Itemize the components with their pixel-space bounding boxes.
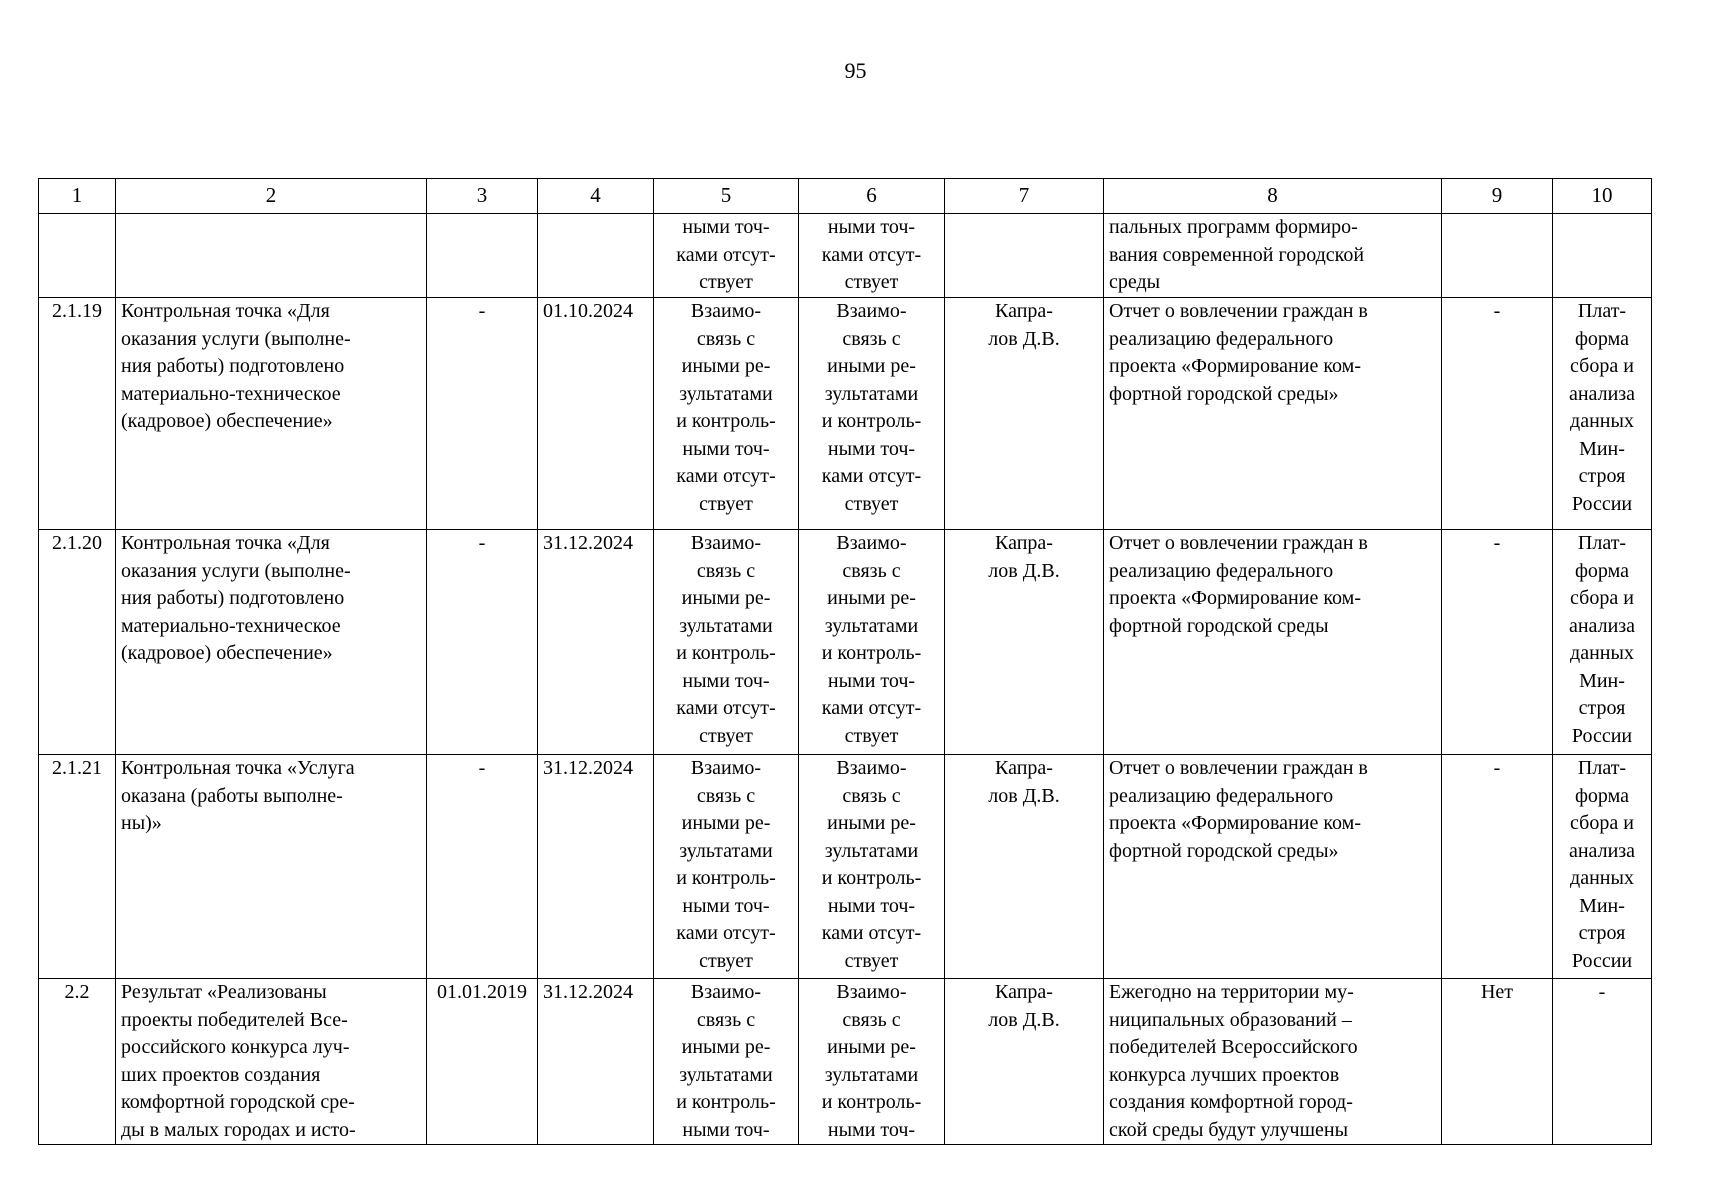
cell-line: анализа (1568, 382, 1636, 405)
table-row (39, 214, 1652, 298)
cell-line: проекта «Формирование ком- (1109, 355, 1361, 377)
cell-line: (кадровое) обеспечение» (121, 642, 333, 664)
cell-end-date: 31.12.2024 (538, 530, 654, 755)
cell-relation-b (799, 214, 945, 298)
cell-line: Взаимо- (690, 532, 762, 554)
cell-line: иными ре- (681, 587, 771, 609)
table-body (39, 179, 1652, 1145)
cell-line: ками отсут- (821, 243, 922, 266)
cell-line: Контрольная точка «Услуга (121, 757, 355, 779)
cell-line: Взаимо- (690, 981, 762, 1003)
cell-line: ствует (699, 492, 753, 515)
cell-line: и контроль- (676, 410, 776, 432)
cell-flag: Нет (1442, 979, 1553, 1145)
cell-line: зультатами (824, 614, 919, 637)
cell-line: проекта «Формирование ком- (1109, 587, 1361, 609)
cell-line: сбора и (1570, 587, 1634, 609)
cell-relation-b (799, 530, 945, 755)
cell-line: ды в малых городах и исто- (121, 1118, 356, 1141)
cell-flag: - (1442, 298, 1553, 530)
cell-start-date: - (427, 298, 538, 530)
cell-line: и контроль- (676, 1091, 776, 1113)
cell-line: ками отсут- (821, 697, 922, 719)
cell-line: ными точ- (682, 894, 770, 917)
cell-line: ными точ- (827, 1118, 916, 1141)
cell-line: иными ре- (827, 1036, 916, 1058)
cell-line: ших проектов создания (121, 1063, 321, 1086)
plan-table (38, 178, 1652, 1145)
cell-line: лов Д.В. (988, 559, 1060, 582)
cell-start-date: - (427, 530, 538, 755)
cell-line: российского конкурса луч- (121, 1036, 350, 1058)
cell-line: ными точ- (682, 1118, 770, 1141)
cell-line: форма (1574, 327, 1630, 350)
cell-number: 2.2 (39, 979, 116, 1145)
cell-line: создания комфортной город- (1109, 1091, 1353, 1113)
cell-line: пальных программ формиро- (1109, 216, 1358, 238)
cell-line: связь с (696, 327, 756, 350)
cell-line: оказания услуги (выполне- (121, 327, 351, 350)
cell-line: строя (1578, 922, 1626, 944)
cell-line: Взаимо- (690, 757, 762, 779)
cell-relation-a (654, 755, 799, 979)
cell-description (1104, 298, 1442, 530)
column-number-row (39, 179, 1652, 214)
cell-line: оказана (работы выполне- (121, 784, 343, 807)
cell-line: России (1571, 724, 1633, 747)
cell-system (1553, 755, 1652, 979)
cell-line: иными ре- (827, 355, 916, 377)
cell-line: России (1571, 492, 1633, 515)
cell-line: связь с (696, 559, 756, 582)
cell-line: иными ре- (827, 812, 916, 834)
cell-line: строя (1578, 465, 1626, 487)
cell-responsible (945, 530, 1104, 755)
cell-end-date: 31.12.2024 (538, 979, 654, 1145)
cell-line: ками отсут- (676, 465, 776, 487)
cell-line: связь с (842, 559, 901, 582)
cell-line: ния работы) подготовлено (121, 355, 345, 377)
cell-line: ны)» (121, 812, 162, 834)
cell-line: ской среды будут улучшены (1109, 1118, 1349, 1141)
cell-line: Капра- (995, 981, 1053, 1003)
col-num-7: 7 (945, 179, 1104, 214)
cell-relation-b (799, 298, 945, 530)
cell-line: Ежегодно на территории му- (1109, 981, 1354, 1003)
cell-line: ствует (699, 949, 753, 972)
cell-line: лов Д.В. (988, 327, 1060, 350)
col-num-8: 8 (1104, 179, 1442, 214)
cell-description (1104, 755, 1442, 979)
cell-line: ными точ- (682, 216, 770, 238)
cell-line: ными точ- (827, 669, 916, 692)
col-num-3: 3 (427, 179, 538, 214)
cell-line: ния работы) подготовлено (121, 587, 345, 609)
cell-line: и контроль- (821, 867, 922, 889)
cell-line: данных (1570, 642, 1634, 664)
cell-line: данных (1570, 410, 1634, 432)
cell-line: Контрольная точка «Для (121, 532, 330, 554)
cell-line: данных (1570, 867, 1634, 889)
cell-relation-a (654, 530, 799, 755)
cell-line: зультатами (679, 382, 773, 405)
cell-description (1104, 214, 1442, 298)
cell-name (116, 755, 427, 979)
cell-line: фортной городской среды (1109, 614, 1329, 637)
cell-line: зультатами (679, 1063, 773, 1086)
cell-line: реализацию федерального (1109, 784, 1334, 807)
cell-line: - (1598, 981, 1606, 1003)
cell-flag (1442, 214, 1553, 298)
cell-line: фортной городской среды» (1109, 382, 1339, 405)
cell-description (1104, 979, 1442, 1145)
cell-responsible (945, 298, 1104, 530)
page-number: 95 (844, 58, 867, 83)
cell-responsible (945, 979, 1104, 1145)
cell-line: оказания услуги (выполне- (121, 559, 351, 582)
cell-line: зультатами (679, 614, 773, 637)
cell-flag: - (1442, 530, 1553, 755)
cell-description (1104, 530, 1442, 755)
cell-line: ными точ- (827, 894, 916, 917)
cell-system (1553, 530, 1652, 755)
cell-flag: - (1442, 755, 1553, 979)
cell-line: ками отсут- (676, 243, 776, 266)
cell-line: среды (1109, 271, 1161, 293)
cell-relation-b (799, 979, 945, 1145)
col-num-1: 1 (39, 179, 116, 214)
cell-start-date (427, 214, 538, 298)
cell-line: связь с (696, 784, 756, 807)
cell-line: проекты победителей Все- (121, 1008, 348, 1031)
cell-line: Взаимо- (836, 532, 907, 554)
cell-name (116, 530, 427, 755)
cell-line: Плат- (1577, 300, 1627, 322)
cell-line: Отчет о вовлечении граждан в (1109, 300, 1368, 322)
cell-line: иными ре- (681, 812, 771, 834)
cell-line: лов Д.В. (988, 784, 1060, 807)
cell-line: конкурса лучших проектов (1109, 1063, 1340, 1086)
cell-line: и контроль- (821, 1091, 922, 1113)
cell-line: ствует (844, 492, 899, 515)
cell-system (1553, 298, 1652, 530)
cell-responsible (945, 755, 1104, 979)
cell-line: Результат «Реализованы (121, 981, 327, 1003)
cell-line: ными точ- (827, 437, 916, 460)
cell-line: форма (1574, 784, 1630, 807)
col-num-10: 10 (1553, 179, 1652, 214)
cell-line: ствует (844, 949, 899, 972)
cell-line: связь с (696, 1008, 756, 1031)
cell-line: Капра- (995, 757, 1053, 779)
cell-start-date: - (427, 755, 538, 979)
cell-relation-a (654, 214, 799, 298)
cell-line: лов Д.В. (988, 1008, 1060, 1031)
cell-line: ствует (699, 271, 753, 293)
cell-line: ствует (844, 271, 899, 293)
cell-line: Плат- (1577, 532, 1627, 554)
cell-line: комфортной городской сре- (121, 1091, 355, 1113)
cell-line: материально-техническое (121, 614, 341, 637)
cell-line: ными точ- (682, 437, 770, 460)
cell-line: зультатами (824, 839, 919, 862)
cell-line: ками отсут- (821, 922, 922, 944)
cell-line: Отчет о вовлечении граждан в (1109, 532, 1368, 554)
table-row (39, 298, 1652, 530)
cell-line: анализа (1568, 839, 1636, 862)
col-num-9: 9 (1442, 179, 1553, 214)
cell-line: ствует (699, 724, 753, 747)
cell-relation-a (654, 298, 799, 530)
cell-system (1553, 214, 1652, 298)
cell-number (39, 214, 116, 298)
cell-line: Взаимо- (690, 300, 762, 322)
cell-name (116, 298, 427, 530)
cell-name (116, 214, 427, 298)
cell-start-date: 01.01.2019 (427, 979, 538, 1145)
cell-line: Мин- (1579, 894, 1625, 917)
cell-line: (кадровое) обеспечение» (121, 410, 333, 432)
cell-line: реализацию федерального (1109, 559, 1334, 582)
cell-line: реализацию федерального (1109, 327, 1334, 350)
cell-line: победителей Всероссийского (1109, 1036, 1358, 1058)
col-num-6: 6 (799, 179, 945, 214)
cell-line: Контрольная точка «Для (121, 300, 330, 322)
cell-line: ными точ- (827, 216, 916, 238)
cell-line: сбора и (1570, 812, 1634, 834)
cell-line: Отчет о вовлечении граждан в (1109, 757, 1368, 779)
cell-line: Мин- (1579, 669, 1625, 692)
cell-line: и контроль- (821, 642, 922, 664)
cell-end-date: 01.10.2024 (538, 298, 654, 530)
cell-line: Капра- (995, 532, 1053, 554)
cell-line: связь с (842, 784, 901, 807)
table-row (39, 755, 1652, 979)
cell-line: Взаимо- (836, 300, 907, 322)
table-row (39, 530, 1652, 755)
cell-line: связь с (842, 1008, 901, 1031)
cell-line: фортной городской среды» (1109, 839, 1339, 862)
cell-line: России (1571, 949, 1633, 972)
cell-line: и контроль- (821, 410, 922, 432)
cell-relation-a (654, 979, 799, 1145)
cell-system (1553, 979, 1652, 1145)
cell-line: Взаимо- (836, 981, 907, 1003)
cell-line: проекта «Формирование ком- (1109, 812, 1361, 834)
cell-relation-b (799, 755, 945, 979)
cell-line: ствует (844, 724, 899, 747)
cell-line: Взаимо- (836, 757, 907, 779)
cell-end-date: 31.12.2024 (538, 755, 654, 979)
cell-line: Мин- (1579, 437, 1625, 460)
cell-number: 2.1.19 (39, 298, 116, 530)
cell-end-date (538, 214, 654, 298)
cell-line: строя (1578, 697, 1626, 719)
cell-line: ными точ- (682, 669, 770, 692)
cell-line: материально-техническое (121, 382, 341, 405)
cell-line: связь с (842, 327, 901, 350)
cell-name (116, 979, 427, 1145)
col-num-5: 5 (654, 179, 799, 214)
cell-number: 2.1.21 (39, 755, 116, 979)
cell-line: вания современной городской (1109, 243, 1365, 266)
cell-line: зультатами (679, 839, 773, 862)
cell-line: анализа (1568, 614, 1636, 637)
cell-line: Капра- (995, 300, 1053, 322)
cell-number: 2.1.20 (39, 530, 116, 755)
cell-line: ками отсут- (676, 922, 776, 944)
cell-line: зультатами (824, 1063, 919, 1086)
cell-line: зультатами (824, 382, 919, 405)
cell-line: ниципальных образований – (1109, 1008, 1352, 1031)
table-row (39, 979, 1652, 1145)
cell-line: ками отсут- (821, 465, 922, 487)
col-num-4: 4 (538, 179, 654, 214)
cell-line: иными ре- (681, 355, 771, 377)
cell-line: и контроль- (676, 642, 776, 664)
cell-line: сбора и (1570, 355, 1634, 377)
cell-line: форма (1574, 559, 1630, 582)
cell-responsible (945, 214, 1104, 298)
cell-line: иными ре- (681, 1036, 771, 1058)
cell-line: Плат- (1577, 757, 1627, 779)
col-num-2: 2 (116, 179, 427, 214)
cell-line: иными ре- (827, 587, 916, 609)
cell-line: и контроль- (676, 867, 776, 889)
cell-line: ками отсут- (676, 697, 776, 719)
